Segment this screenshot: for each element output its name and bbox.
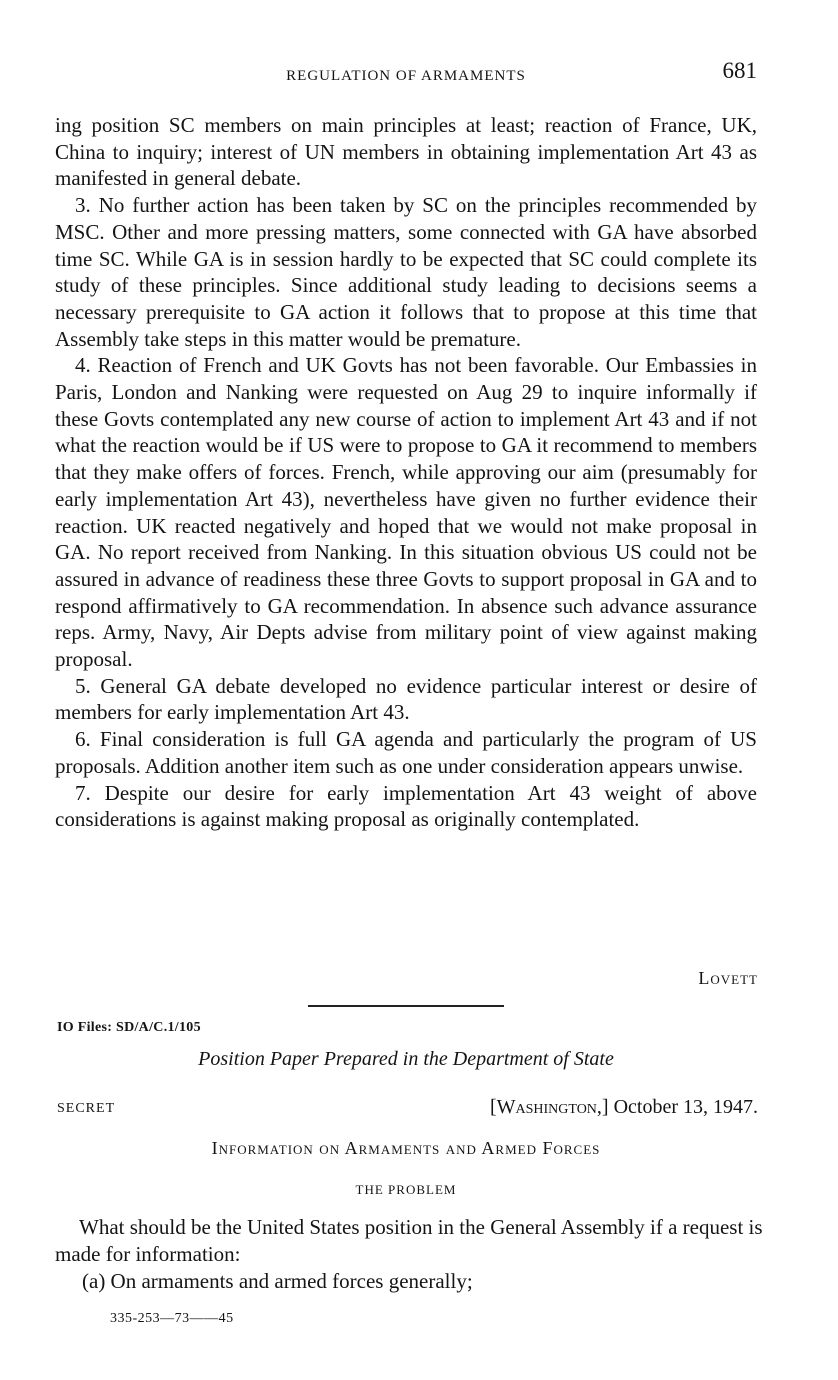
signature: Lovett xyxy=(698,968,758,988)
problem-question: What should be the United States position in the General Assembly if a request is made for information: xyxy=(55,1215,763,1266)
paragraph-3: 3. No further action has been taken by SC on the principles recommended by MSC. Other and more pressing matters, some connected with GA have absorbed time SC. While GA is in session hardly to be expected that SC could complete its study of these principles. Since additional study leading to decisions seems a necessary prerequisite to GA action it follows that to propose at this time that Assembly take steps in this matter would be premature. xyxy=(55,193,757,351)
paragraph-6: 6. Final consideration is full GA agenda and particularly the program of US proposals. Addition another item such as one under consideration appears unwise. xyxy=(55,727,757,778)
paragraph-7: 7. Despite our desire for early implementation Art 43 weight of above considerations is against making proposal as originally contemplated. xyxy=(55,780,757,832)
running-title: REGULATION OF ARMAMENTS xyxy=(286,68,526,84)
problem-item-a: (a) On armaments and armed forces generally; xyxy=(82,1269,473,1293)
page-number: 681 xyxy=(722,58,757,83)
running-head xyxy=(55,58,757,98)
paragraph-continuation: ing position SC members on main principles at least; reaction of France, UK, China to inquiry; interest of UN members in obtaining implementation Art 43 as manifested in general debate. xyxy=(55,113,757,191)
telegram-body xyxy=(55,112,757,833)
paragraph-5: 5. General GA debate developed no evidence particular interest or desire of members for early implementation Art 43. xyxy=(55,673,757,725)
subject-heading: Information on Armaments and Armed Forces xyxy=(211,1138,601,1158)
section-divider xyxy=(308,1005,504,1007)
paragraph-4: 4. Reaction of French and UK Govts has not been favorable. Our Embassies in Paris, London and Nanking were requested on Aug 29 to inquire informally if these Govts contemplated any new course of action to implement Art 43 and if not what the reaction would be if US were to propose to GA it recommend to members that they make offers of forces. French, while approving our aim (presumably for early implementation Art 43), nevertheless have given no further evidence their reaction. UK reacted negatively and hoped that we would not make proposal in GA. No report received from Nanking. In this situation obvious US could not be assured in advance of readiness these three Govts to support proposal in GA and to respond affirmatively to GA recommendation. In absence such advance assurance reps. Army, Navy, Air Depts advise from military point of view against making proposal. xyxy=(55,353,757,672)
dateline-date: October 13, 1947. xyxy=(613,1096,758,1118)
classification-label: SECRET xyxy=(57,1101,116,1116)
printer-mark: 335-253—73——45 xyxy=(110,1311,234,1326)
document-title: Position Paper Prepared in the Department of State xyxy=(198,1048,614,1070)
dateline xyxy=(490,1096,758,1119)
problem-text xyxy=(55,1214,765,1295)
dateline-place: [Washington,] xyxy=(489,1096,609,1118)
file-reference: IO Files: SD/A/C.1/105 xyxy=(57,1020,201,1035)
section-heading: THE PROBLEM xyxy=(355,1182,457,1197)
